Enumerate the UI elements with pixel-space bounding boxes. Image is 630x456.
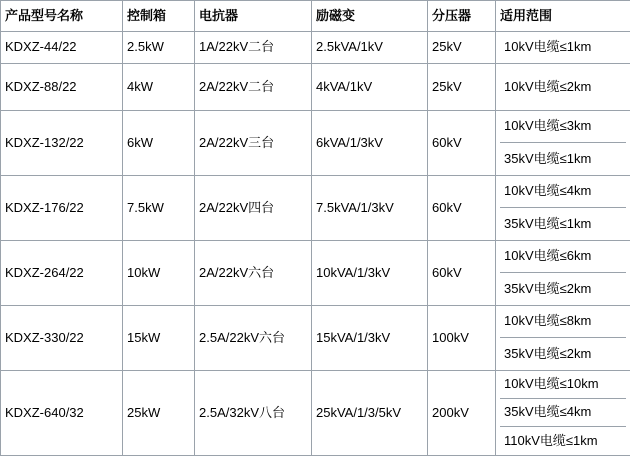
- table-row: [1, 306, 630, 371]
- cell-reactor: 1A/22kV二台: [195, 32, 312, 64]
- range-item: 35kV电缆≤4km: [500, 399, 626, 427]
- cell-excitation: 6kVA/1/3kV: [312, 111, 428, 176]
- table-row: [1, 111, 630, 176]
- column-header-excitation: 励磁变: [312, 1, 428, 32]
- cell-control-box: 25kW: [123, 371, 195, 456]
- cell-divider: 100kV: [428, 306, 496, 371]
- cell-model: KDXZ-44/22: [1, 32, 123, 64]
- cell-reactor: 2.5A/32kV八台: [195, 371, 312, 456]
- cell-divider: 60kV: [428, 176, 496, 241]
- cell-range: [496, 32, 630, 64]
- cell-reactor: 2A/22kV二台: [195, 64, 312, 111]
- column-header-control-box: 控制箱: [123, 1, 195, 32]
- cell-range: [496, 241, 630, 306]
- cell-model: KDXZ-264/22: [1, 241, 123, 306]
- cell-divider: 60kV: [428, 111, 496, 176]
- range-item: 10kV电缆≤3km: [500, 111, 626, 143]
- cell-model: KDXZ-640/32: [1, 371, 123, 456]
- table-row: [1, 32, 630, 64]
- cell-range: [496, 111, 630, 176]
- range-item: 110kV电缆≤1km: [500, 427, 626, 455]
- cell-excitation: 2.5kVA/1kV: [312, 32, 428, 64]
- cell-reactor: 2A/22kV四台: [195, 176, 312, 241]
- cell-reactor: 2A/22kV六台: [195, 241, 312, 306]
- cell-reactor: 2A/22kV三台: [195, 111, 312, 176]
- cell-range: [496, 64, 630, 111]
- table-row: [1, 176, 630, 241]
- cell-control-box: 6kW: [123, 111, 195, 176]
- cell-control-box: 2.5kW: [123, 32, 195, 64]
- range-item: 10kV电缆≤6km: [500, 241, 626, 273]
- cell-divider: 60kV: [428, 241, 496, 306]
- range-item: 10kV电缆≤2km: [500, 64, 626, 110]
- cell-divider: 25kV: [428, 32, 496, 64]
- cell-control-box: 7.5kW: [123, 176, 195, 241]
- cell-excitation: 15kVA/1/3kV: [312, 306, 428, 371]
- cell-excitation: 7.5kVA/1/3kV: [312, 176, 428, 241]
- cell-range: [496, 371, 630, 456]
- table-row: [1, 64, 630, 111]
- cell-excitation: 4kVA/1kV: [312, 64, 428, 111]
- column-header-divider: 分压器: [428, 1, 496, 32]
- table-row: [1, 371, 630, 456]
- range-item: 10kV电缆≤4km: [500, 176, 626, 208]
- cell-excitation: 10kVA/1/3kV: [312, 241, 428, 306]
- cell-model: KDXZ-132/22: [1, 111, 123, 176]
- range-item: 10kV电缆≤10km: [500, 371, 626, 399]
- column-header-model: 产品型号名称: [1, 1, 123, 32]
- cell-excitation: 25kVA/1/3/5kV: [312, 371, 428, 456]
- cell-control-box: 10kW: [123, 241, 195, 306]
- cell-range: [496, 306, 630, 371]
- column-header-range: 适用范围: [496, 1, 630, 32]
- cell-reactor: 2.5A/22kV六台: [195, 306, 312, 371]
- cell-divider: 25kV: [428, 64, 496, 111]
- range-item: 35kV电缆≤1km: [500, 143, 626, 175]
- column-header-reactor: 电抗器: [195, 1, 312, 32]
- table-body: [1, 32, 630, 456]
- range-item: 35kV电缆≤1km: [500, 208, 626, 240]
- range-item: 10kV电缆≤1km: [500, 32, 626, 63]
- cell-range: [496, 176, 630, 241]
- table-header-row: [1, 1, 630, 32]
- cell-model: KDXZ-330/22: [1, 306, 123, 371]
- cell-model: KDXZ-88/22: [1, 64, 123, 111]
- cell-control-box: 4kW: [123, 64, 195, 111]
- cell-control-box: 15kW: [123, 306, 195, 371]
- table-row: [1, 241, 630, 306]
- range-item: 35kV电缆≤2km: [500, 273, 626, 305]
- range-item: 35kV电缆≤2km: [500, 338, 626, 370]
- cell-divider: 200kV: [428, 371, 496, 456]
- cell-model: KDXZ-176/22: [1, 176, 123, 241]
- range-item: 10kV电缆≤8km: [500, 306, 626, 338]
